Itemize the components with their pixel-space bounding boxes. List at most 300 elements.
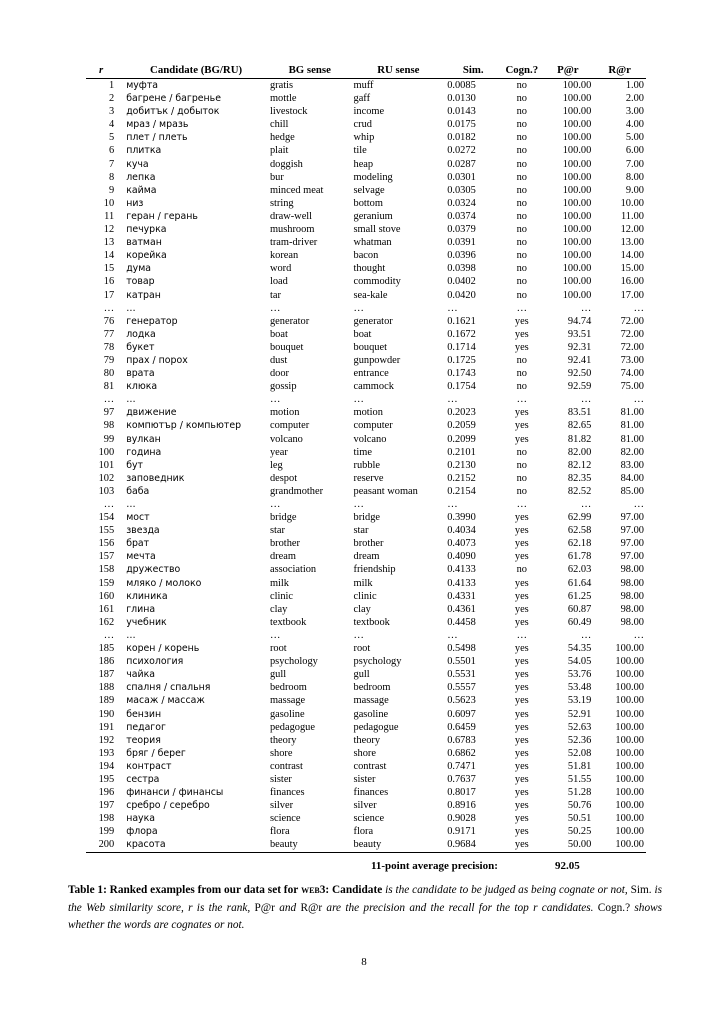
cell-candidate: низ — [126, 197, 144, 209]
caption-text-b: is the candidate to be judged as being cognate or not, — [382, 884, 631, 896]
table-row — [86, 433, 646, 446]
table-row — [86, 197, 646, 210]
cell-rank: 78 — [103, 341, 115, 353]
cell-cognate: no — [516, 80, 527, 91]
table-row — [86, 275, 646, 288]
cell-candidate: катран — [126, 289, 161, 301]
cell-recall: … — [633, 302, 644, 314]
cell-rank: 198 — [98, 813, 115, 825]
cell-rank: 187 — [98, 669, 115, 681]
cell-precision: 52.63 — [567, 721, 592, 733]
cell-candidate: товар — [126, 276, 155, 288]
header-cognate: Cogn.? — [501, 64, 542, 79]
cell-rank: 81 — [103, 381, 115, 393]
cell-precision: 82.35 — [567, 472, 592, 484]
caption-cognate: Cogn.? — [597, 901, 631, 914]
cell-recall: 3.00 — [625, 106, 644, 118]
cell-cognate: no — [516, 158, 527, 170]
cell-precision: 61.25 — [567, 590, 592, 602]
cell-recall: 72.00 — [620, 341, 644, 353]
cell-candidate: бут — [126, 459, 143, 471]
cell-candidate: дума — [126, 263, 152, 275]
cell-sim: … — [447, 394, 458, 406]
cell-sim: 0.2023 — [447, 407, 476, 419]
cell-precision: 100.00 — [562, 276, 592, 288]
cell-bg-sense: tram-driver — [269, 237, 318, 249]
cell-sim: 0.4090 — [447, 551, 476, 563]
cell-recall: 97.00 — [620, 538, 644, 550]
cell-precision: 53.48 — [567, 682, 592, 694]
cell-sim: 0.2059 — [447, 420, 476, 432]
table-row — [86, 262, 646, 275]
header-sim: Sim. — [445, 64, 501, 79]
cell-precision: 92.59 — [567, 381, 592, 393]
cell-cognate: yes — [514, 734, 529, 746]
table-row — [86, 668, 646, 681]
table-row — [86, 747, 646, 760]
cell-rank: 7 — [108, 158, 115, 170]
cell-precision: 52.08 — [567, 747, 592, 759]
cell-bg-sense: contrast — [269, 760, 303, 772]
cell-bg-sense: leg — [269, 459, 283, 471]
cell-rank: 98 — [103, 420, 115, 432]
header-candidate: Candidate (BG/RU) — [116, 64, 268, 79]
cell-bg-sense: root — [269, 643, 287, 655]
cell-ru-sense: geranium — [353, 210, 393, 222]
cell-ru-sense: massage — [353, 695, 389, 707]
cell-candidate: букет — [126, 341, 155, 353]
cell-recall: 81.00 — [620, 407, 644, 419]
cell-bg-sense: korean — [269, 250, 299, 262]
cell-sim: 0.0287 — [447, 158, 476, 170]
cell-ru-sense: motion — [353, 407, 383, 419]
table-row — [86, 760, 646, 773]
cell-recall: 15.00 — [620, 263, 644, 275]
cell-rank: 194 — [98, 760, 115, 772]
cell-ru-sense: clay — [353, 603, 371, 615]
cell-bg-sense: bedroom — [269, 682, 307, 694]
cell-bg-sense: year — [269, 446, 288, 458]
cell-precision: 100.00 — [562, 80, 592, 91]
cell-bg-sense: draw-well — [269, 210, 313, 222]
average-precision-value: 92.05 — [555, 860, 580, 872]
cell-candidate: красота — [116, 838, 268, 852]
cell-rank: 99 — [103, 433, 115, 445]
table-row — [86, 459, 646, 472]
cell-sim: 0.1754 — [447, 381, 476, 393]
cell-sim: 0.0085 — [447, 80, 476, 91]
cell-cognate: no — [516, 472, 527, 484]
cell-ru-sense: rubble — [353, 459, 381, 471]
cell-ru-sense: volcano — [353, 433, 387, 445]
cell-bg-sense: … — [269, 629, 281, 641]
cell-sim: 0.4458 — [447, 616, 476, 628]
cell-bg-sense: grandmother — [269, 485, 324, 497]
cell-precision: 54.05 — [567, 656, 592, 668]
cell-sim: 0.9684 — [445, 838, 501, 852]
cell-cognate: no — [516, 354, 527, 366]
table-body — [86, 79, 646, 853]
cell-bg-sense: door — [269, 368, 289, 380]
cell-precision: 51.55 — [567, 773, 592, 785]
cell-cognate: yes — [514, 643, 529, 655]
cell-candidate: бензин — [126, 708, 162, 720]
cell-recall: 100.00 — [615, 734, 644, 746]
cell-rank: 157 — [98, 551, 115, 563]
cell-cognate: yes — [514, 813, 529, 825]
cell-bg-sense: psychology — [269, 656, 318, 668]
cell-ru-sense: theory — [353, 734, 381, 746]
cell-recall: 98.00 — [620, 564, 644, 576]
cell-precision: 81.82 — [567, 433, 592, 445]
cell-recall: 8.00 — [625, 171, 644, 183]
cell-candidate: флора — [126, 826, 158, 838]
cell-sim: 0.0374 — [447, 210, 476, 222]
cell-ru-sense: sea-kale — [353, 289, 388, 301]
caption-dataset: web3 — [301, 884, 326, 896]
cell-ru-sense: beauty — [352, 838, 446, 852]
cell-candidate: глина — [126, 603, 156, 615]
cell-candidate: лодка — [126, 328, 156, 340]
cell-candidate: финанси / финансы — [126, 787, 224, 799]
cell-bg-sense: clay — [269, 603, 288, 615]
cell-ru-sense: gasoline — [353, 708, 389, 720]
cell-cognate: yes — [514, 773, 529, 785]
cell-bg-sense: chill — [269, 119, 289, 131]
cell-candidate: ватман — [126, 237, 162, 249]
cell-rank: 158 — [98, 564, 115, 576]
cell-cognate: yes — [514, 695, 529, 707]
cell-bg-sense: despot — [269, 472, 298, 484]
caption-text-d: is the rank, — [192, 901, 255, 914]
table-row — [86, 367, 646, 380]
cell-rank: 10 — [103, 197, 115, 209]
cell-candidate: геран / герань — [126, 210, 198, 222]
cell-candidate: дружество — [126, 564, 181, 576]
cell-recall: 73.00 — [620, 354, 644, 366]
cell-cognate: no — [516, 381, 527, 393]
cell-precision: 94.74 — [567, 315, 592, 327]
cell-recall: 100.00 — [615, 708, 644, 720]
table-row — [86, 773, 646, 786]
cell-recall: 75.00 — [620, 381, 644, 393]
cell-recall: 100.00 — [615, 826, 644, 838]
caption-r2: r — [533, 901, 538, 914]
cell-candidate: сестра — [126, 773, 160, 785]
table-row — [86, 144, 646, 157]
cell-recall: 100.00 — [593, 838, 646, 852]
cell-cognate: yes — [514, 407, 529, 419]
cell-cognate: no — [516, 485, 527, 497]
cell-bg-sense: volcano — [269, 433, 303, 445]
cell-rank: 12 — [103, 224, 115, 236]
cell-precision: 93.51 — [567, 328, 592, 340]
cell-precision: 100.00 — [562, 106, 592, 118]
cell-sim: 0.0305 — [447, 184, 476, 196]
table-row — [86, 786, 646, 799]
cell-precision: 100.00 — [562, 237, 592, 249]
caption-precision: P@r — [254, 901, 275, 914]
table-caption — [68, 882, 662, 935]
cell-rank: 196 — [98, 787, 115, 799]
cell-sim: 0.8017 — [447, 787, 476, 799]
cell-recall: 4.00 — [625, 119, 644, 131]
cell-candidate: мляко / молоко — [126, 577, 202, 589]
cell-precision: 50.76 — [567, 800, 592, 812]
table-row — [86, 131, 646, 144]
table-row — [86, 563, 646, 576]
cell-cognate: yes — [514, 747, 529, 759]
cell-precision: 52.36 — [567, 734, 592, 746]
cell-recall: 100.00 — [615, 643, 644, 655]
cell-sim: 0.4361 — [447, 603, 476, 615]
cell-ru-sense: whatman — [353, 237, 392, 249]
cell-precision: 62.58 — [567, 525, 592, 537]
cell-rank: 77 — [103, 328, 115, 340]
cell-ru-sense: reserve — [353, 472, 384, 484]
cell-recall: 100.00 — [615, 695, 644, 707]
cell-rank: 80 — [103, 368, 115, 380]
cell-cognate: yes — [514, 826, 529, 838]
cell-recall: 100.00 — [615, 760, 644, 772]
cell-recall: 16.00 — [620, 276, 644, 288]
cell-bg-sense: finances — [269, 787, 305, 799]
cell-ru-sense: flora — [353, 826, 374, 838]
cell-cognate: no — [516, 184, 527, 196]
cell-precision: 100.00 — [562, 93, 592, 105]
cell-recall: 98.00 — [620, 616, 644, 628]
table-row — [86, 825, 646, 838]
cell-rank: 154 — [98, 512, 115, 524]
cell-cognate: yes — [514, 682, 529, 694]
caption-r: r — [188, 901, 193, 914]
cell-sim: 0.8916 — [447, 800, 476, 812]
cell-cognate: … — [516, 629, 527, 641]
page-number: 8 — [361, 956, 367, 968]
table-row — [86, 681, 646, 694]
cell-cognate: yes — [514, 538, 529, 550]
cell-rank: 155 — [98, 525, 115, 537]
cell-rank: 197 — [98, 800, 115, 812]
cell-recall: … — [633, 394, 644, 406]
caption-text-c: is the Web similarity score, — [68, 884, 662, 914]
cell-recall: 1.00 — [625, 80, 644, 91]
table-row — [86, 838, 646, 852]
cell-bg-sense: milk — [269, 577, 290, 589]
cell-cognate: yes — [514, 433, 529, 445]
cell-bg-sense: dust — [269, 354, 288, 366]
cell-cognate: no — [516, 145, 527, 157]
cell-precision: 100.00 — [562, 263, 592, 275]
cell-cognate: no — [516, 289, 527, 301]
cell-ru-sense: silver — [353, 800, 377, 812]
cell-precision: 82.00 — [567, 446, 592, 458]
header-precision: P@r — [542, 64, 593, 79]
cell-precision: 82.52 — [567, 485, 592, 497]
cell-precision: 50.00 — [542, 838, 593, 852]
cell-cognate: … — [516, 499, 527, 510]
header-recall: R@r — [593, 64, 646, 79]
cell-ru-sense: entrance — [353, 368, 389, 380]
cell-recall: 85.00 — [620, 485, 644, 497]
caption-text-h: shows whether the words are cognates or not. — [68, 901, 663, 931]
cell-recall: 84.00 — [620, 472, 644, 484]
cell-ru-sense: pedagogue — [353, 721, 399, 733]
cell-cognate: no — [516, 171, 527, 183]
cell-rank: 162 — [98, 616, 115, 628]
cell-precision: 100.00 — [562, 210, 592, 222]
cell-rank: … — [103, 302, 115, 314]
ellipsis-row — [86, 393, 646, 406]
cell-bg-sense: … — [269, 394, 281, 406]
cell-rank: 9 — [108, 184, 115, 196]
cell-precision: 100.00 — [562, 289, 592, 301]
cell-candidate: заповедник — [126, 472, 185, 484]
cell-bg-sense: silver — [269, 800, 294, 812]
cell-sim: 0.0130 — [447, 93, 476, 105]
cell-ru-sense: time — [353, 446, 372, 458]
cell-cognate: yes — [514, 512, 529, 524]
cell-ru-sense: muff — [353, 80, 374, 91]
cell-bg-sense: gull — [269, 669, 287, 681]
cell-cognate: no — [516, 210, 527, 222]
cell-sim: 0.0379 — [447, 224, 476, 236]
cell-rank: 191 — [98, 721, 115, 733]
cell-ru-sense: gull — [353, 669, 370, 681]
cell-cognate: yes — [514, 708, 529, 720]
cell-ru-sense: contrast — [353, 760, 387, 772]
cell-recall: … — [633, 499, 644, 510]
cell-cognate: yes — [514, 315, 529, 327]
table-row — [86, 158, 646, 171]
cell-precision: 100.00 — [562, 119, 592, 131]
cell-sim: 0.7471 — [447, 760, 476, 772]
table-row — [86, 721, 646, 734]
cell-sim: 0.0396 — [447, 250, 476, 262]
cell-bg-sense: load — [269, 276, 288, 288]
cell-rank: 102 — [98, 472, 115, 484]
cell-recall: 100.00 — [615, 682, 644, 694]
cell-rank: 76 — [103, 315, 115, 327]
cell-cognate: yes — [514, 616, 529, 628]
cell-precision: 83.51 — [567, 407, 592, 419]
cell-ru-sense: selvage — [353, 184, 385, 196]
cell-ru-sense: gaff — [353, 93, 371, 105]
cell-ru-sense: peasant woman — [353, 485, 418, 497]
cell-sim: 0.0324 — [447, 197, 476, 209]
cell-rank: 1 — [108, 80, 115, 91]
average-precision-label: 11-point average precision: — [371, 860, 498, 872]
cell-candidate: бряг / берег — [126, 747, 186, 759]
cell-cognate: no — [516, 106, 527, 118]
table-row — [86, 655, 646, 668]
cell-recall: 14.00 — [620, 250, 644, 262]
cell-bg-sense: theory — [269, 734, 297, 746]
cell-precision: 53.76 — [567, 669, 592, 681]
table-row — [86, 603, 646, 616]
table-header-row — [86, 64, 646, 79]
cell-ru-sense: modeling — [353, 171, 393, 183]
cell-bg-sense: word — [269, 263, 292, 275]
cell-ru-sense: cammock — [353, 381, 394, 393]
cell-sim: 0.1714 — [447, 341, 476, 353]
cell-sim: 0.4133 — [447, 577, 476, 589]
cell-recall: 81.00 — [620, 420, 644, 432]
cell-candidate: корейка — [126, 250, 167, 262]
table-row — [86, 642, 646, 655]
cell-cognate: no — [516, 459, 527, 471]
cell-cognate: no — [516, 119, 527, 131]
cell-rank: 8 — [108, 171, 115, 183]
cell-sim: 0.5498 — [447, 643, 476, 655]
cell-ru-sense: friendship — [353, 564, 396, 576]
cell-sim: 0.0143 — [447, 106, 476, 118]
cell-recall: 83.00 — [620, 459, 644, 471]
cell-sim: 0.0402 — [447, 276, 476, 288]
cell-candidate: спалня / спальня — [126, 682, 211, 694]
cell-rank: 4 — [108, 119, 115, 131]
cell-recall: 72.00 — [620, 315, 644, 327]
cell-candidate: багрене / багренье — [126, 93, 221, 105]
cell-sim: 0.0182 — [447, 132, 476, 144]
cell-recall: 100.00 — [615, 800, 644, 812]
cell-precision: 52.91 — [567, 708, 592, 720]
cell-recall: 98.00 — [620, 590, 644, 602]
table-row — [86, 812, 646, 825]
cell-candidate: компютър / компьютер — [126, 420, 242, 432]
cell-cognate: yes — [514, 656, 529, 668]
cell-rank: 13 — [103, 237, 115, 249]
cell-ru-sense: root — [353, 643, 371, 655]
cell-sim: 0.4331 — [447, 590, 476, 602]
cell-bg-sense: flora — [269, 826, 290, 838]
cell-candidate: звезда — [126, 525, 160, 537]
cell-candidate: мраз / мразь — [126, 119, 189, 131]
cell-rank: 2 — [108, 93, 115, 105]
caption-text-g: candidates. — [537, 901, 598, 914]
cell-rank: 3 — [108, 106, 115, 118]
cell-precision: 62.99 — [567, 512, 592, 524]
cell-rank: 159 — [98, 577, 115, 589]
cell-ru-sense: boat — [353, 328, 372, 340]
cell-candidate: … — [126, 499, 136, 510]
table-row — [86, 315, 646, 328]
table-row — [86, 171, 646, 184]
cell-precision: 82.65 — [567, 420, 592, 432]
cell-candidate: корен / корень — [126, 643, 200, 655]
cell-precision: 100.00 — [562, 145, 592, 157]
cell-ru-sense: … — [353, 302, 364, 314]
cell-bg-sense: textbook — [269, 616, 307, 628]
cell-recall: 10.00 — [620, 197, 644, 209]
cell-candidate: генератор — [126, 315, 178, 327]
table-row — [86, 92, 646, 105]
cell-bg-sense: minced meat — [269, 184, 324, 196]
cell-rank: 188 — [98, 682, 115, 694]
cell-recall: 97.00 — [620, 551, 644, 563]
cell-recall: 100.00 — [615, 656, 644, 668]
cell-candidate: … — [126, 629, 136, 641]
cell-ru-sense: income — [353, 106, 385, 118]
cell-recall: 97.00 — [620, 512, 644, 524]
cell-bg-sense: beauty — [268, 838, 352, 852]
ellipsis-row — [86, 498, 646, 511]
cell-precision: 100.00 — [562, 184, 592, 196]
table-row — [86, 799, 646, 812]
cell-rank: 15 — [103, 263, 115, 275]
cell-cognate: yes — [514, 669, 529, 681]
cell-ru-sense: … — [353, 499, 364, 510]
